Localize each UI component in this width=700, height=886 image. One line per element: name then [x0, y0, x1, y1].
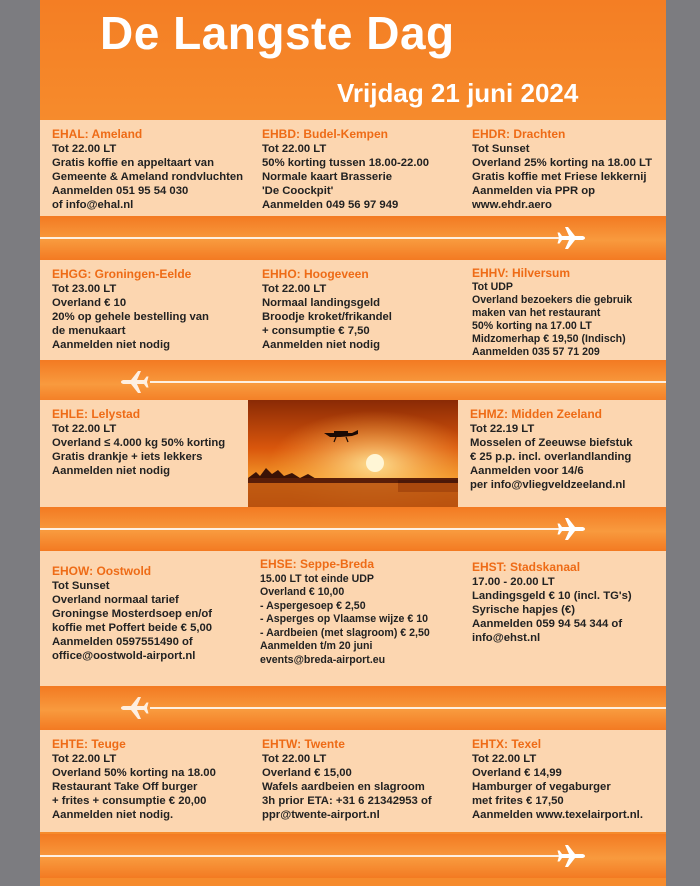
info-line: Aanmelden voor 14/6	[470, 465, 584, 477]
contrail	[40, 855, 560, 857]
info-line: - Asperges op Vlaamse wijze € 10	[260, 613, 429, 625]
airfield-code: EHTE: Teuge	[52, 737, 126, 751]
info-line: Tot 22.00 LT	[52, 143, 117, 155]
airfield-code: EHBD: Budel-Kempen	[262, 127, 389, 141]
contrail	[150, 707, 666, 709]
info-line: Overland € 14,99	[472, 767, 562, 779]
info-line: Overland normaal tarief	[52, 594, 179, 606]
airfield-row	[40, 551, 666, 686]
info-line: 3h prior ETA: +31 6 21342953 of	[262, 795, 432, 807]
info-line: Tot 22.00 LT	[262, 753, 327, 765]
airfield-code: EHOW: Oostwold	[52, 564, 152, 578]
info-line: Tot 22.00 LT	[52, 753, 117, 765]
info-line: Aanmelden 049 56 97 949	[262, 199, 399, 211]
header	[40, 0, 666, 120]
info-line: Aanmelden niet nodig	[52, 465, 170, 477]
info-line: Gratis koffie met Friese lekkernij	[472, 171, 647, 183]
sunset-airplane-photo	[248, 400, 458, 507]
airfield-code: EHDR: Drachten	[472, 127, 566, 141]
info-line: € 25 p.p. incl. overlandlanding	[470, 451, 632, 463]
info-line: Aanmelden niet nodig	[52, 339, 170, 351]
airfield-code: EHLE: Lelystad	[52, 407, 141, 421]
poster-date: Vrijdag 21 juni 2024	[337, 78, 579, 108]
airfield-card-ehal	[40, 120, 250, 216]
email-line: ppr@twente-airport.nl	[262, 809, 380, 821]
info-line: Overland € 15,00	[262, 767, 352, 779]
airplane-icon	[120, 369, 150, 395]
airplane-icon	[556, 225, 586, 251]
poster-title: De Langste Dag	[100, 7, 455, 59]
info-line: Overland 50% korting na 18.00	[52, 767, 216, 779]
info-line: - Aardbeien (met slagroom) € 2,50	[260, 626, 430, 639]
airfield-card-ehho	[250, 260, 460, 360]
info-line: + consumptie € 7,50	[262, 325, 370, 337]
info-line: + frites + consumptie € 20,00	[52, 795, 207, 807]
airfield-row	[40, 260, 666, 360]
info-line: Tot 23.00 LT	[52, 283, 117, 295]
contrail	[40, 237, 560, 239]
info-line: Overland bezoekers die gebruik	[472, 294, 633, 306]
contrail	[150, 381, 666, 383]
website-line: Aanmelden www.texelairport.nl.	[472, 809, 643, 821]
contrail	[40, 528, 560, 530]
info-line: Aanmelden 0597551490 of	[52, 636, 193, 648]
info-line: Syrische hapjes (€)	[472, 604, 575, 616]
info-line: Overland ≤ 4.000 kg 50% korting	[52, 437, 226, 449]
airfield-card-ehdr	[460, 120, 666, 216]
airfield-card-ehow	[40, 551, 250, 686]
info-line: Broodje kroket/frikandel	[262, 311, 392, 323]
airfield-card-ehbd	[250, 120, 460, 216]
info-line: 17.00 - 20.00 LT	[472, 576, 555, 588]
info-line: Midzomerhap € 19,50 (Indisch)	[472, 333, 626, 345]
info-line: Tot 22.00 LT	[262, 283, 327, 295]
airplane-icon	[556, 516, 586, 542]
info-line: 20% op gehele bestelling van	[52, 311, 209, 323]
airfield-code: EHHO: Hoogeveen	[262, 267, 369, 281]
info-line: Gemeente & Ameland rondvluchten	[52, 171, 244, 183]
info-line: Overland € 10,00	[260, 586, 345, 598]
info-line: Tot Sunset	[472, 143, 530, 155]
info-line: 15.00 LT tot einde UDP	[260, 572, 375, 585]
airplane-icon	[556, 843, 586, 869]
info-line: Wafels aardbeien en slagroom	[262, 781, 425, 793]
airfield-card-ehse	[248, 551, 460, 686]
info-line: Overland € 10	[52, 297, 127, 309]
airfield-code: EHMZ: Midden Zeeland	[470, 407, 602, 421]
airfield-code: EHST: Stadskanaal	[472, 560, 581, 574]
info-line: Hamburger of vegaburger	[472, 781, 611, 793]
airfield-card-ehgg	[40, 260, 250, 360]
info-line: Landingsgeld € 10 (incl. TG's)	[472, 590, 632, 602]
airfield-code: EHHV: Hilversum	[472, 266, 571, 280]
info-line: Gratis drankje + iets lekkers	[52, 451, 203, 463]
info-line: - Aspergesoep € 2,50	[260, 599, 366, 612]
info-line: de menukaart	[52, 325, 126, 337]
airfield-row	[40, 120, 666, 216]
flight-band	[40, 686, 666, 730]
info-line: Tot 22.00 LT	[52, 423, 117, 435]
info-line: Normale kaart Brasserie	[262, 171, 392, 183]
airfield-card-ehle	[40, 400, 248, 507]
info-line: Restaurant Take Off burger	[52, 781, 198, 793]
info-line: Aanmelden 059 94 54 344 of	[472, 618, 623, 630]
info-line: 'De Coockpit'	[262, 185, 334, 197]
info-line: 50% korting na 17.00 LT	[472, 320, 592, 332]
info-line: Aanmelden t/m 20 juni	[260, 640, 373, 652]
airfield-code: EHGG: Groningen-Eelde	[52, 267, 192, 281]
airfield-card-ehtx	[460, 730, 666, 832]
info-line: 50% korting tussen 18.00-22.00	[262, 157, 430, 169]
info-line: Aanmelden 051 95 54 030	[52, 185, 189, 197]
airfield-code: EHTX: Texel	[472, 737, 542, 751]
email-line: events@breda-airport.eu	[260, 653, 386, 666]
airfield-code: EHAL: Ameland	[52, 127, 143, 141]
email-line: of info@ehal.nl	[52, 199, 134, 211]
airfield-code: EHTW: Twente	[262, 737, 345, 751]
airfield-card-ehtw	[250, 730, 460, 832]
flight-band	[40, 216, 666, 260]
info-line: Tot 22.00 LT	[472, 753, 537, 765]
info-line: Aanmelden via PPR op	[472, 185, 596, 197]
info-line: Aanmelden niet nodig	[262, 339, 380, 351]
email-line: info@ehst.nl	[472, 632, 541, 644]
info-line: Overland 25% korting na 18.00 LT	[472, 157, 652, 169]
info-line: Tot Sunset	[52, 580, 110, 592]
airfield-card-ehst	[460, 551, 666, 686]
airfield-card-ehhv	[460, 260, 666, 360]
flight-band	[40, 507, 666, 551]
info-line: Tot UDP	[472, 281, 513, 293]
info-line: Normaal landingsgeld	[262, 297, 381, 309]
airfield-row	[40, 400, 666, 507]
flight-band	[40, 834, 666, 878]
website-line: www.ehdr.aero	[472, 199, 552, 211]
airfield-code: EHSE: Seppe-Breda	[260, 557, 375, 571]
airfield-card-ehte	[40, 730, 250, 832]
info-line: koffie met Poffert beide € 5,00	[52, 622, 213, 634]
info-line: Tot 22.00 LT	[262, 143, 327, 155]
airfield-card-ehmz	[458, 400, 666, 507]
flight-band	[40, 360, 666, 404]
info-line: Gratis koffie en appeltaart van	[52, 157, 214, 169]
airfield-row	[40, 730, 666, 832]
info-line: maken van het restaurant	[472, 307, 601, 319]
poster	[40, 0, 666, 886]
info-line: Groningse Mosterdsoep en/of	[52, 608, 213, 620]
email-line: per info@vliegveldzeeland.nl	[470, 479, 626, 491]
airplane-icon	[120, 695, 150, 721]
info-line: Aanmelden 035 57 71 209	[472, 346, 600, 358]
info-line: met frites € 17,50	[472, 795, 564, 807]
info-line: Tot 22.19 LT	[470, 423, 535, 435]
email-line: office@oostwold-airport.nl	[52, 650, 196, 662]
info-line: Aanmelden niet nodig.	[52, 809, 174, 821]
info-line: Mosselen of Zeeuwse biefstuk	[470, 437, 633, 449]
